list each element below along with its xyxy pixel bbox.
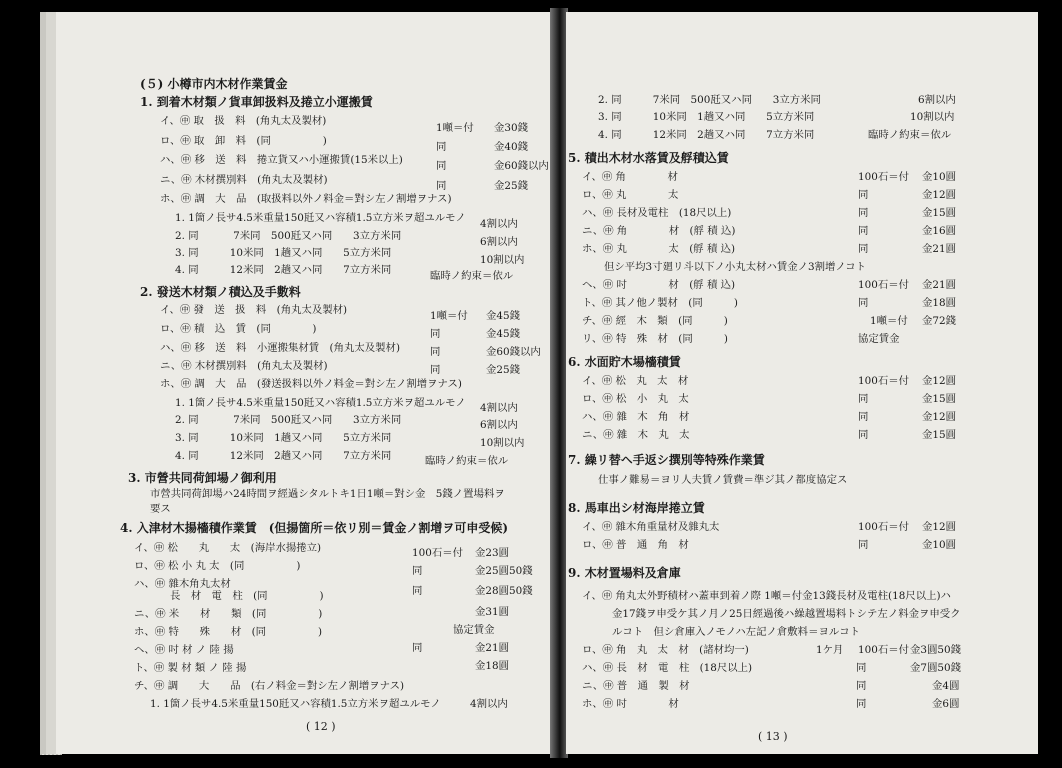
right-text-line: 8. 馬車出シ材海岸捲立賃 (568, 501, 705, 515)
right-text-line: 同 (858, 243, 869, 255)
right-text-line: 5. 積出木材水落賃及艀積込賃 (568, 151, 729, 165)
left-text-line: イ、㊥ 取 扱 料 (角丸太及製材) (160, 115, 327, 127)
left-text-line: ホ、㊥ 特 殊 材 (同 ) (134, 626, 323, 638)
right-text-line: ロ、㊥ 普 通 角 材 (582, 539, 689, 551)
left-text-line: 金18圓 (475, 660, 510, 672)
right-text-line: 金15圓 (922, 207, 957, 219)
right-text-line: ロ、㊥ 松 小 丸 太 (582, 393, 689, 405)
right-text-line: イ、㊥ 角 材 (582, 171, 678, 183)
left-text-line: 金21圓 (475, 642, 510, 654)
left-text-line: 1噸＝付 (436, 122, 474, 134)
left-text-line: 金28圓50錢 (475, 585, 533, 597)
right-text-line: 同 (856, 662, 867, 674)
right-text-line: 金12圓 (922, 189, 957, 201)
left-text-line: ハ、㊥ 移 送 料 小運搬集材賃 (角丸太及製材) (160, 342, 401, 354)
right-text-line: 金15圓 (922, 393, 957, 405)
right-text-line: 金21圓 (922, 243, 957, 255)
left-text-line: ハ、㊥ 移 送 料 捲立貨又ハ小運搬賃(15米以上) (160, 154, 403, 166)
left-text-line: ロ、㊥ 積 込 賃 (同 ) (160, 323, 317, 335)
left-text-line: 同 (436, 141, 447, 153)
left-text-line: 同 (412, 585, 423, 597)
left-text-line: イ、㊥ 松 丸 太 (海岸水揚捲立) (134, 542, 322, 554)
right-text-line: ハ、㊥ 長 材 電 柱 (18尺以上) (582, 662, 753, 674)
left-text-line: 金60錢以内 (494, 160, 549, 172)
right-text-line: イ、㊥ 松 丸 太 材 (582, 375, 689, 387)
right-text-line: リ、㊥ 特 殊 材 (同 ) (582, 333, 728, 345)
left-text-line: 長 材 電 柱 (同 ) (170, 590, 324, 602)
right-text-line: ロ、㊥ 角 丸 太 材 (諸材均一) (582, 644, 749, 656)
right-text-line: 金7圓50錢 (910, 662, 962, 674)
left-text-line: ホ、㊥ 調 大 品 (發送扱料以外ノ料金＝對シ左ノ割增ヲナス) (160, 378, 462, 390)
right-text-line: 100石＝付 (858, 644, 910, 656)
left-text-line: 10割以内 (480, 437, 525, 449)
left-text-line: 4割以内 (480, 402, 518, 414)
left-text-line: 2. 發送木材類ノ積込及手數料 (140, 285, 301, 299)
right-text-line: 金3圓50錢 (910, 644, 962, 656)
left-text-line: 3. 同 10米同 1趟又ハ同 5立方米同 (175, 247, 392, 259)
left-text-line: 金25錢 (494, 180, 529, 192)
right-text-line: 但シ平均3寸廻リ斗以下ノ小丸太材ハ賃金ノ3割增ノコト (604, 261, 867, 273)
left-text-line: 臨時ノ約束＝依ル (425, 455, 509, 467)
right-text-line: ニ、㊥ 角 材 (艀 積 込) (582, 225, 736, 237)
right-text-line: 臨時ノ約束＝依ル (868, 129, 952, 141)
left-text-line: 金40錢 (494, 141, 529, 153)
left-text-line: 要ス (150, 503, 171, 515)
left-text-line: 3. 市營共同荷卸場ノ御利用 (128, 471, 277, 485)
right-text-line: ヘ、㊥ 吋 材 (艀 積 込) (582, 279, 736, 291)
right-text-line: 1ケ月 (816, 644, 844, 656)
left-text-line: 同 (412, 642, 423, 654)
left-text-line: 4割以内 (470, 698, 508, 710)
right-text-line: 金12圓 (922, 411, 957, 423)
left-text-line: ハ、㊥ 雜木角丸太材 (134, 578, 231, 590)
left-text-line: 金60錢以内 (486, 346, 541, 358)
right-text-line: ハ、㊥ 雜 木 角 材 (582, 411, 690, 423)
left-text-line: ヘ、㊥ 吋 材 ノ 陸 揚 (134, 644, 234, 656)
left-text-line: 同 (430, 328, 441, 340)
left-text-line: 同 (436, 180, 447, 192)
right-text-line: 金15圓 (922, 429, 957, 441)
left-text-line: 1噸＝付 (430, 310, 468, 322)
left-text-line: ニ、㊥ 木材撰別料 (角丸太及製材) (160, 360, 328, 372)
right-text-line: 同 (858, 207, 869, 219)
left-text-line: 金31圓 (475, 606, 510, 618)
left-text-line: ニ、㊥ 木材撰別料 (角丸太及製材) (160, 174, 328, 186)
right-text-line: 100石＝付 (858, 375, 910, 387)
right-text-line: イ、㊥ 角丸太外野積材ハ蓋車到着ノ際 1噸＝付金13錢長材及電柱(18尺以上)ハ (582, 590, 951, 602)
right-text-line: 仕事ノ難易＝ヨリ人夫賃ノ賃費＝準ジ其ノ都度協定ス (598, 474, 848, 486)
right-page (566, 12, 1038, 754)
right-text-line: ハ、㊥ 長材及電柱 (18尺以上) (582, 207, 732, 219)
left-text-line: 4割以内 (480, 218, 518, 230)
left-text-line: 市營共同荷卸場ハ24時間ヲ經過シタルトキ1日1噸＝對シ金 5錢ノ置場料ヲ (150, 488, 505, 500)
right-text-line: 同 (858, 393, 869, 405)
left-text-line: 100石＝付 (412, 547, 464, 559)
left-text-line: 1. 1箇ノ長サ4.5米重量150瓩又ハ容積1.5立方米ヲ超ユルモノ (150, 698, 441, 710)
left-text-line: 4. 入津材木揚檣積作業賃 (但揚箇所＝依リ別＝賃金ノ割增ヲ可申受候) (120, 521, 509, 535)
right-text-line: ニ、㊥ 普 通 製 材 (582, 680, 690, 692)
left-text-line: 金45錢 (486, 328, 521, 340)
right-text-line: 金12圓 (922, 375, 957, 387)
left-text-line: (５) 小樽市内木材作業賃金 (140, 77, 288, 91)
left-text-line: 金25錢 (486, 364, 521, 376)
page-number-right: ( 13 ) (758, 730, 788, 743)
right-text-line: 同 (856, 680, 867, 692)
left-text-line: ロ、㊥ 取 卸 料 (同 ) (160, 135, 327, 147)
right-text-line: 9. 木材置場料及倉庫 (568, 566, 681, 580)
right-text-line: ホ、㊥ 吋 材 (582, 698, 679, 710)
left-text-line: ト、㊥ 製 材 類 ノ 陸 揚 (134, 662, 247, 674)
right-text-line: 100石＝付 (858, 171, 910, 183)
left-text-line: ホ、㊥ 調 大 品 (取扱料以外ノ料金＝對シ左ノ割增ヲナス) (160, 193, 452, 205)
right-text-line: 100石＝付 (858, 521, 910, 533)
right-text-line: 2. 同 7米同 500瓩又ハ同 3立方米同 (598, 94, 821, 106)
left-text-line: 1. 1箇ノ長サ4.5米重量150瓩又ハ容積1.5立方米ヲ超ユルモノ (175, 212, 466, 224)
right-text-line: 金10圓 (922, 539, 957, 551)
left-text-line: 臨時ノ約束＝依ル (430, 270, 514, 282)
right-text-line: 金10圓 (922, 171, 957, 183)
right-text-line: 同 (858, 189, 869, 201)
right-text-line: チ、㊥ 經 木 類 (同 ) (582, 315, 728, 327)
right-text-line: 同 (856, 698, 867, 710)
right-text-line: 同 (858, 539, 869, 551)
right-text-line: 金6圓 (932, 698, 960, 710)
right-text-line: 金16圓 (922, 225, 957, 237)
right-text-line: ニ、㊥ 雜 木 丸 太 (582, 429, 690, 441)
right-text-line: 同 (858, 411, 869, 423)
left-text-line: 同 (412, 565, 423, 577)
right-text-line: 100石＝付 (858, 279, 910, 291)
right-text-line: 金12圓 (922, 521, 957, 533)
left-text-line: 金25圓50錢 (475, 565, 533, 577)
right-text-line: 10割以内 (910, 111, 955, 123)
left-page (56, 12, 552, 754)
left-text-line: ロ、㊥ 松 小 丸 太 (同 ) (134, 560, 301, 572)
page-number-left: ( 12 ) (306, 720, 336, 733)
right-text-line: 6. 水面貯木場檣積賃 (568, 355, 681, 369)
right-text-line: 1噸＝付 (870, 315, 908, 327)
left-text-line: 金30錢 (494, 122, 529, 134)
right-text-line: ロ、㊥ 丸 太 (582, 189, 679, 201)
right-text-line: 4. 同 12米同 2趟又ハ同 7立方米同 (598, 129, 815, 141)
left-text-line: 4. 同 12米同 2趟又ハ同 7立方米同 (175, 450, 392, 462)
right-text-line: 金21圓 (922, 279, 957, 291)
left-text-line: 協定賃金 (453, 624, 495, 636)
left-text-line: 6割以内 (480, 419, 518, 431)
right-text-line: 金72錢 (922, 315, 957, 327)
left-text-line: 1. 1箇ノ長サ4.5米重量150瓩又ハ容積1.5立方米ヲ超ユルモノ (175, 397, 466, 409)
left-text-line: 6割以内 (480, 236, 518, 248)
left-text-line: 金23圓 (475, 547, 510, 559)
left-text-line: 同 (430, 346, 441, 358)
left-text-line: チ、㊥ 調 大 品 (右ノ料金＝對シ左ノ割增ヲナス) (134, 680, 405, 692)
right-text-line: 同 (858, 225, 869, 237)
right-text-line: イ、㊥ 雜木角重量材及雜丸太 (582, 521, 720, 533)
right-text-line: 同 (858, 297, 869, 309)
left-text-line: 2. 同 7米同 500瓩又ハ同 3立方米同 (175, 414, 402, 426)
right-text-line: 金17錢ヲ申受ケ其ノ月ノ25日經過後ハ繰越置場料トシテ左ノ料金ヲ申受ク (612, 608, 961, 620)
left-text-line: 10割以内 (480, 254, 525, 266)
left-text-line: 3. 同 10米同 1趟又ハ同 5立方米同 (175, 432, 392, 444)
right-text-line: 同 (858, 429, 869, 441)
left-text-line: ニ、㊥ 米 材 類 (同 ) (134, 608, 323, 620)
left-text-line: 同 (436, 160, 447, 172)
right-text-line: ト、㊥ 其ノ他ノ製材 (同 ) (582, 297, 738, 309)
right-text-line: 6割以内 (918, 94, 956, 106)
right-text-line: ルコト 但シ倉庫入ノモノハ左記ノ倉敷料＝ヨルコト (612, 626, 861, 638)
right-text-line: 協定賃金 (858, 333, 900, 345)
left-text-line: 2. 同 7米同 500瓩又ハ同 3立方米同 (175, 230, 402, 242)
right-text-line: 金18圓 (922, 297, 957, 309)
right-text-line: 3. 同 10米同 1趟又ハ同 5立方米同 (598, 111, 815, 123)
left-text-line: イ、㊥ 發 送 扱 料 (角丸太及製材) (160, 304, 348, 316)
left-text-line: 1. 到着木材類ノ貨車卸扱料及捲立小運搬賃 (140, 95, 373, 109)
left-text-line: 金45錢 (486, 310, 521, 322)
left-text-line: 4. 同 12米同 2趟又ハ同 7立方米同 (175, 264, 392, 276)
right-text-line: 7. 繰リ替ヘ手返シ撰別等特殊作業賃 (568, 453, 765, 467)
left-text-line: 同 (430, 364, 441, 376)
right-text-line: 金4圓 (932, 680, 960, 692)
right-text-line: ホ、㊥ 丸 太 (艀 積 込) (582, 243, 736, 255)
